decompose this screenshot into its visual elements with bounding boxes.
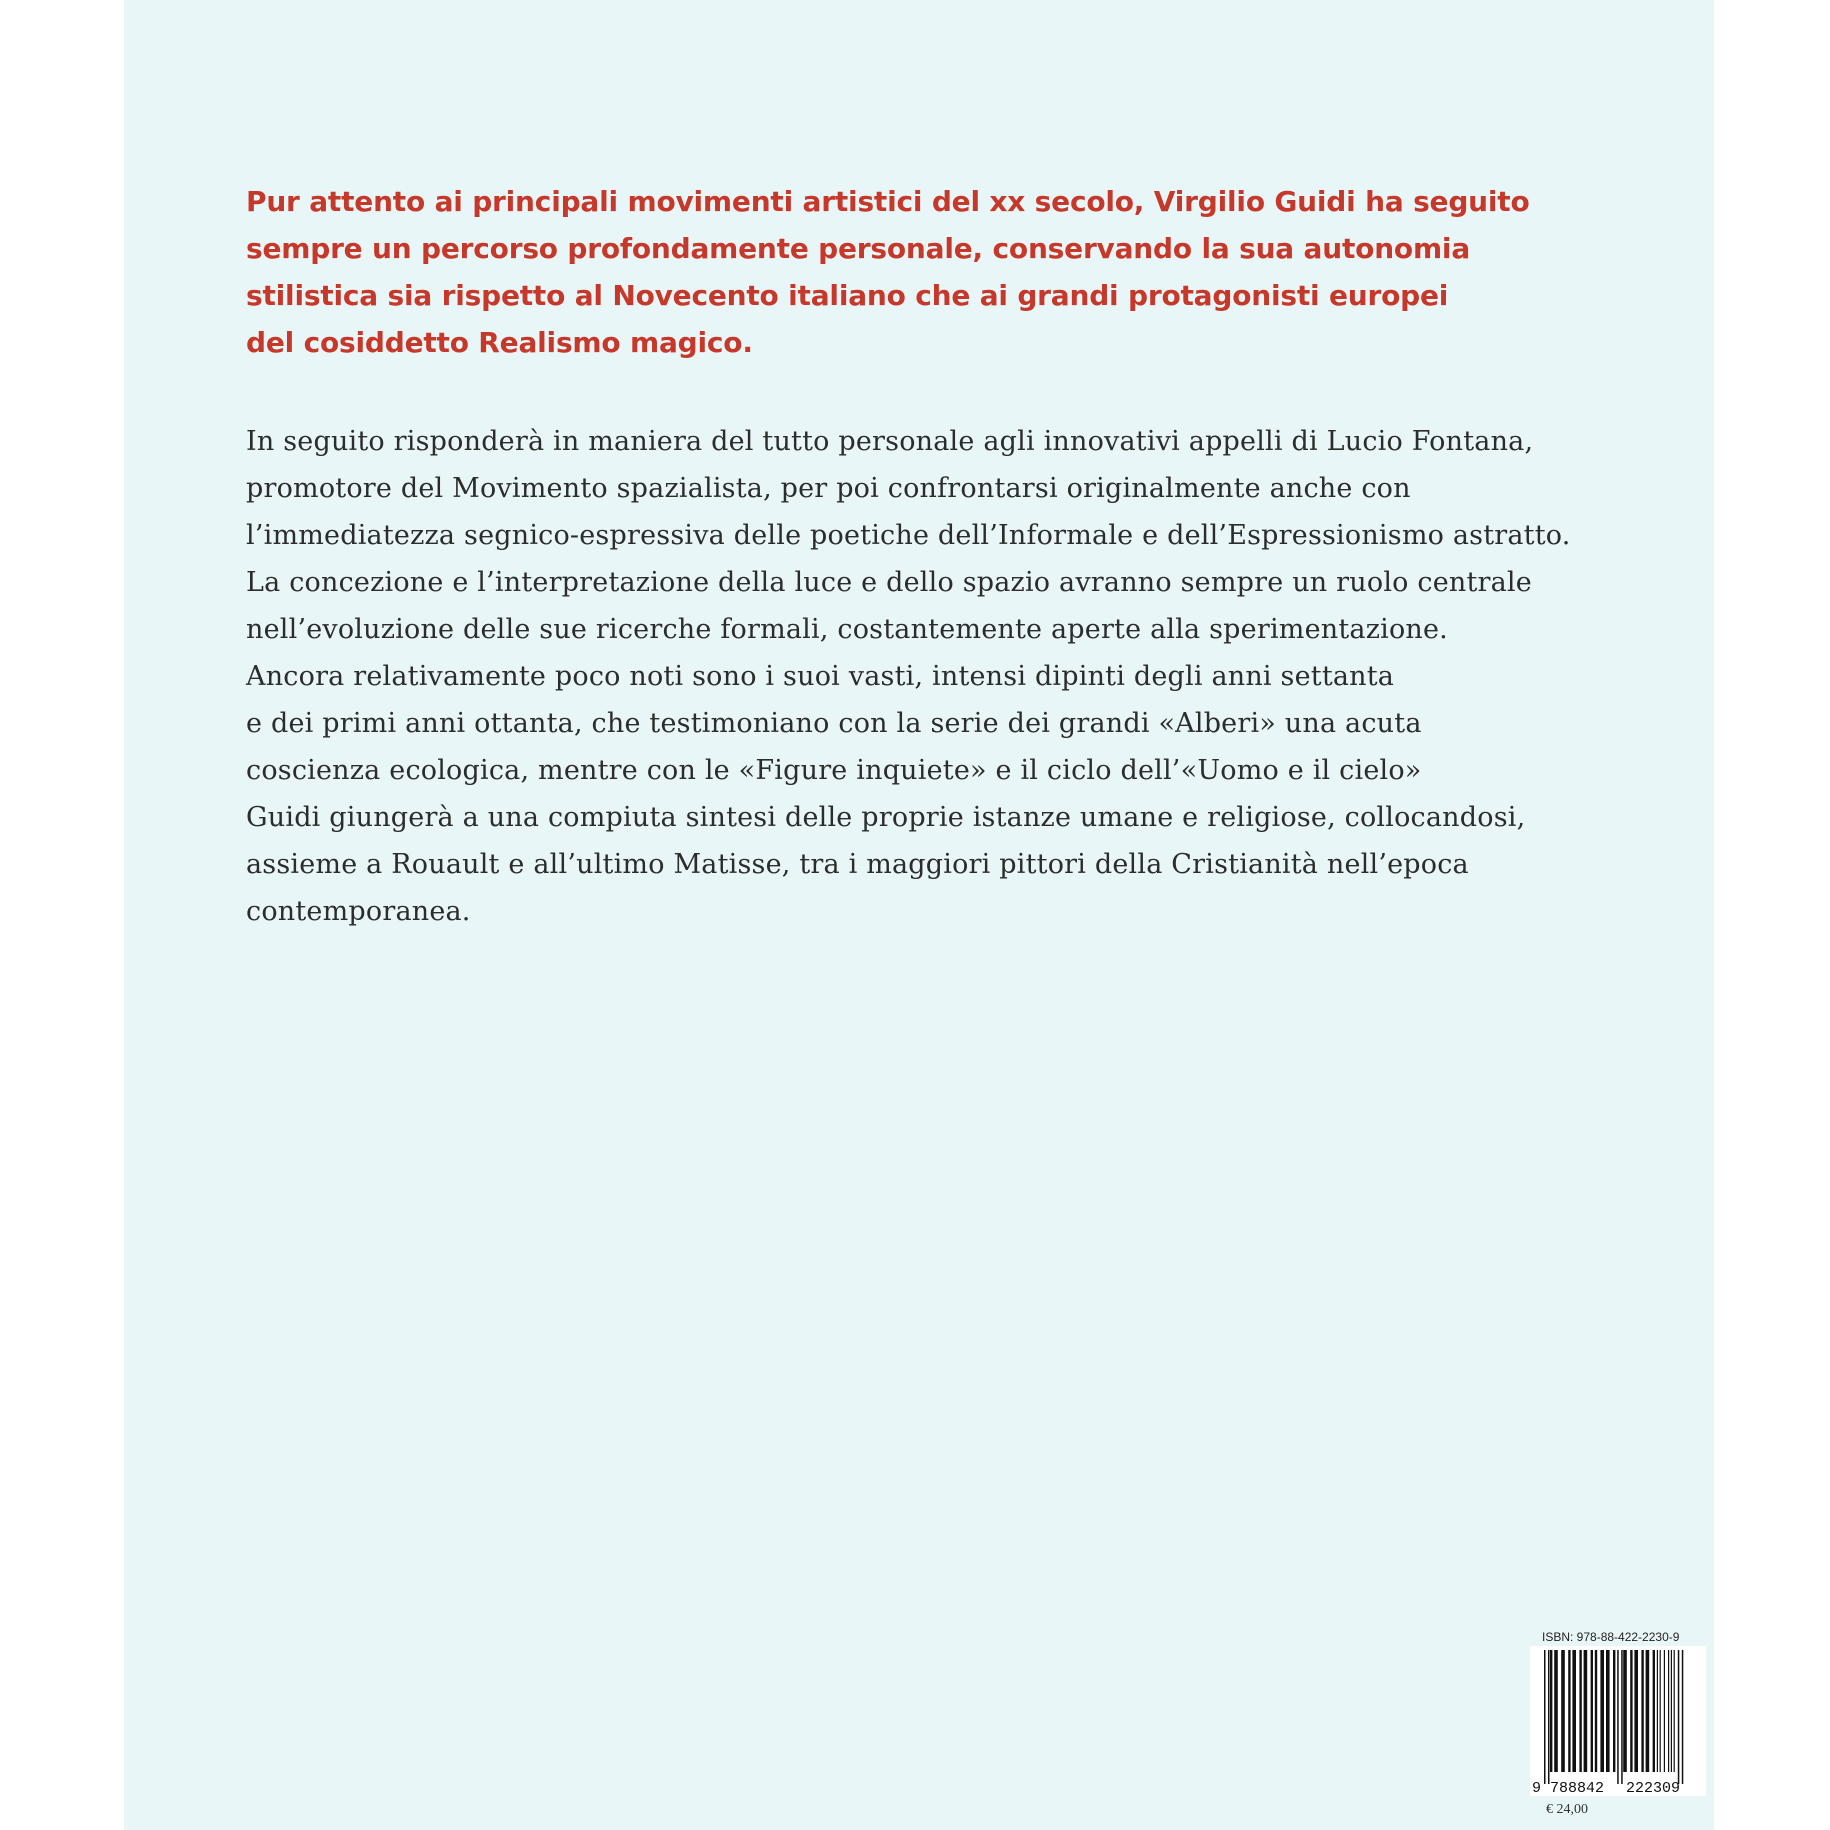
- lead-line: sempre un percorso profondamente personale, conservando la sua autonomia: [246, 232, 1471, 265]
- barcode-digits-right: 222309: [1626, 1780, 1681, 1796]
- lead-line: Pur attento ai principali movimenti artistici del xx secolo, Virgilio Guidi ha seguito: [246, 185, 1530, 218]
- body-line: In seguito risponderà in maniera del tutto personale agli innovativi appelli di Lucio Fontana,: [246, 426, 1534, 457]
- barcode-bars: [1544, 1650, 1683, 1784]
- lead-line: del cosiddetto Realismo magico.: [246, 326, 753, 359]
- body-paragraph: [246, 418, 1586, 935]
- barcode-digit-prefix: 9: [1532, 1780, 1542, 1796]
- barcode-digits-left: 788842: [1550, 1780, 1605, 1796]
- body-line: Guidi giungerà a una compiuta sintesi delle proprie istanze umane e religiose, collocandosi,: [246, 802, 1526, 833]
- body-line: coscienza ecologica, mentre con le «Figure inquiete» e il ciclo dell’«Uomo e il cielo»: [246, 755, 1422, 786]
- body-line: nell’evoluzione delle sue ricerche formali, costantemente aperte alla sperimentazione.: [246, 614, 1448, 645]
- body-line: contemporanea.: [246, 896, 471, 927]
- body-line: Ancora relativamente poco noti sono i suoi vasti, intensi dipinti degli anni settanta: [246, 661, 1395, 692]
- back-cover: [124, 0, 1714, 1830]
- lead-line: stilistica sia rispetto al Novecento italiano che ai grandi protagonisti europei: [246, 279, 1449, 312]
- body-line: assieme a Rouault e all’ultimo Matisse, tra i maggiori pittori della Cristianità nell’epoca: [246, 849, 1469, 880]
- price-label: € 24,00: [1546, 1802, 1588, 1817]
- body-line: l’immediatezza segnico-espressiva delle poetiche dell’Informale e dell’Espressionismo astratto.: [246, 520, 1571, 551]
- isbn-barcode-block: [1530, 1630, 1706, 1820]
- body-line: e dei primi anni ottanta, che testimoniano con la serie dei grandi «Alberi» una acuta: [246, 708, 1422, 739]
- barcode: [1530, 1646, 1706, 1796]
- lead-paragraph: [246, 178, 1586, 366]
- body-line: La concezione e l’interpretazione della luce e dello spazio avranno sempre un ruolo centrale: [246, 567, 1532, 598]
- isbn-label: ISBN: 978-88-422-2230-9: [1542, 1630, 1680, 1644]
- body-line: promotore del Movimento spazialista, per poi confrontarsi originalmente anche con: [246, 473, 1411, 504]
